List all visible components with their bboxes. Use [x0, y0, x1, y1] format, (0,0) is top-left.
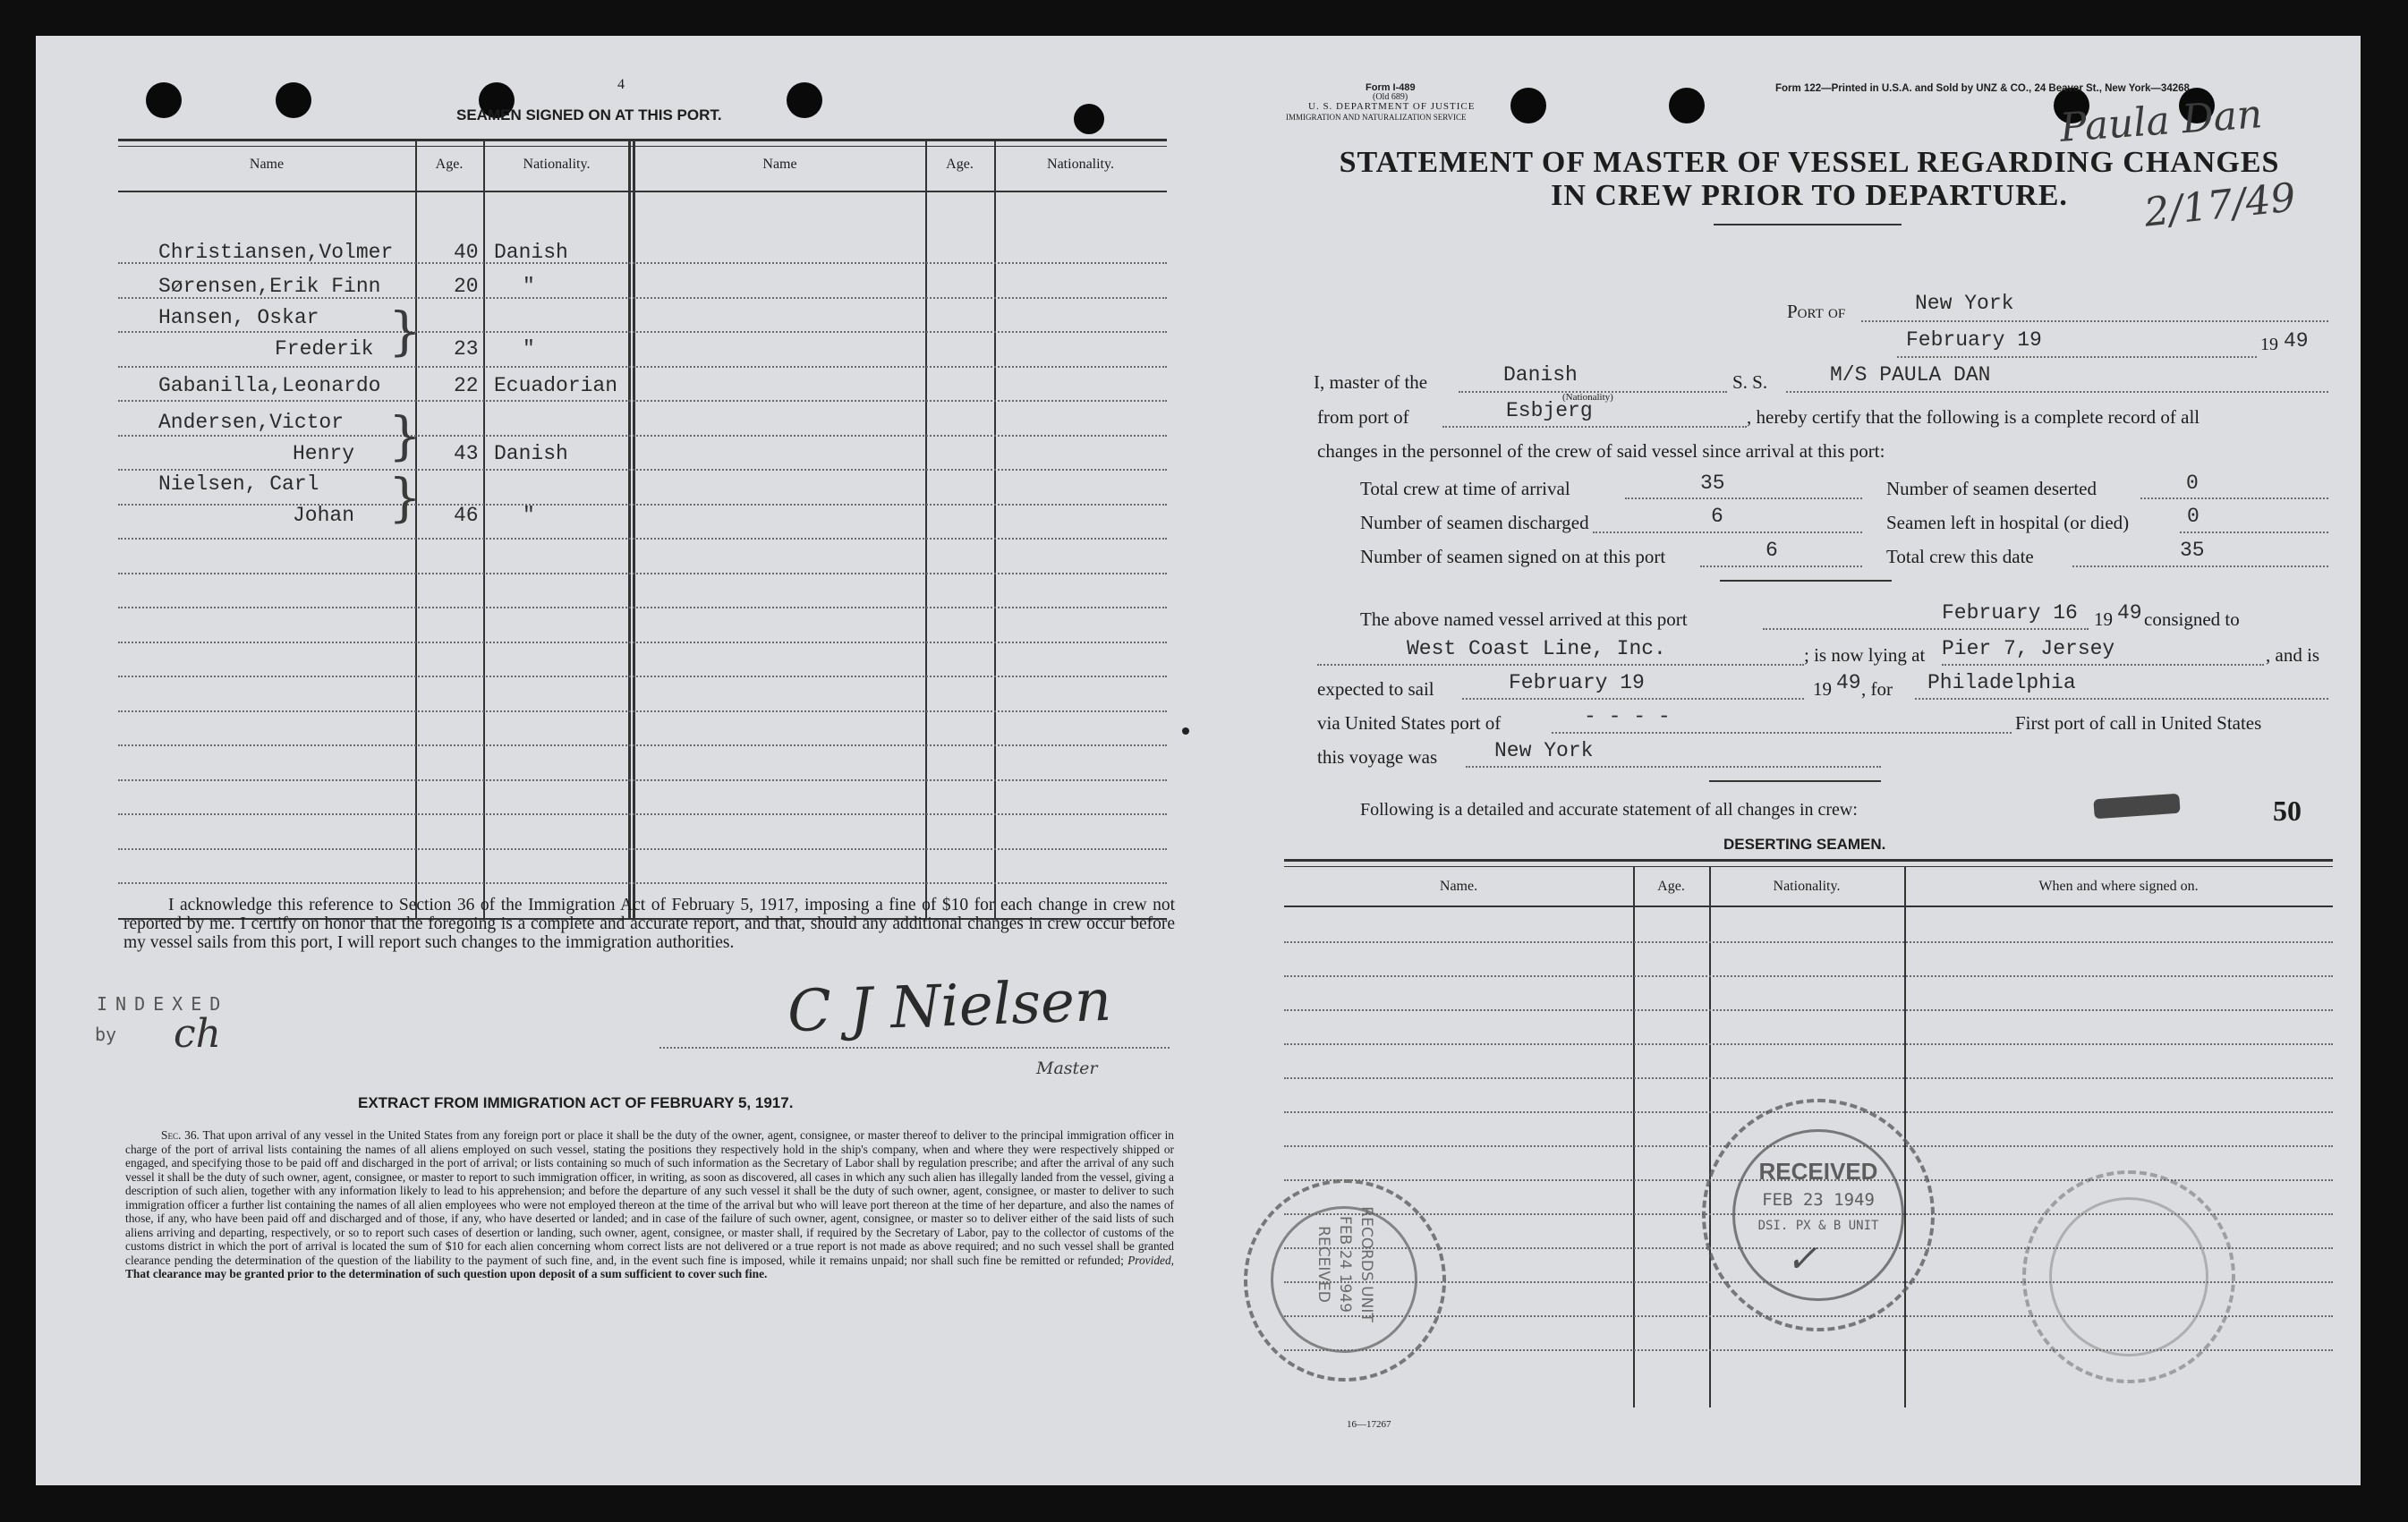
- sail-year-prefix: 19: [1813, 678, 1832, 700]
- sail-date: February 19: [1509, 671, 1645, 694]
- seaman-age: 43: [454, 442, 479, 465]
- arrived-label: The above named vessel arrived at this port: [1360, 608, 1688, 630]
- punch-hole: [787, 82, 822, 118]
- seaman-nationality: ": [523, 337, 535, 361]
- indexed-initials: ch: [174, 1011, 221, 1057]
- arrived-year-prefix: 19: [2094, 608, 2113, 630]
- year-value: 49: [2284, 329, 2309, 353]
- form-title-line-2: IN CREW PRIOR TO DEPARTURE.: [1551, 179, 2068, 212]
- punch-hole: [146, 82, 182, 118]
- indexed-label: INDEXED: [97, 993, 229, 1015]
- seaman-name: Gabanilla,Leonardo: [158, 374, 381, 397]
- total-crew-arrival-label: Total crew at time of arrival: [1360, 478, 1570, 499]
- deserting-col-name: Name.: [1439, 879, 1478, 894]
- vessel-name: M/S PAULA DAN: [1830, 363, 1991, 387]
- nationality-caption: (Nationality): [1562, 392, 1613, 403]
- and-is-label: , and is: [2266, 644, 2320, 666]
- struck-number: [2093, 794, 2180, 820]
- stamp-line: RECORDS UNIT: [1357, 1206, 1375, 1322]
- indexed-by-label: by: [95, 1024, 117, 1045]
- nationality-value: Danish: [1503, 363, 1578, 387]
- punch-hole: [1074, 104, 1104, 134]
- page-corner-number: 50: [2273, 795, 2302, 827]
- signed-on-table: [118, 139, 1167, 920]
- acknowledgement-text: I acknowledge this reference to Section 36 of the Immigration Act of February 5, 1917, imposing a fine of $10 for each change in crew not reported by me. I certify on honor that the foregoing is a complete and accurate report, and that, should any additional changes in crew occur before my vessel sails from this port, I will report such changes to the immigration authorities.: [123, 896, 1175, 952]
- extract-text: That upon arrival of any vessel in the United States from any foreign port or place it shall be the duty of the owner, agent, consignee, or master thereof to deliver to the principal immigration officer in charge of the port of arrival lists containing the names of all aliens employed on such vessel, stating the positions they respectively hold in the ship's company, when and where they were respectively shipped or engaged, and specifying those to be paid off and discharged in the port of arrival; or lists containing so much of such information as the Secretary of Labor shall by regulation prescribe; and after the arrival of any such vessel it shall be the duty of such owner, agent, consignee, or master to report to such immigration officer, in writing, as soon as discovered, all cases in which any such alien has illegally landed from the vessel, giving a description of such alien, together with any information likely to lead to his apprehension; and before the departure of any such vessel it shall be the duty of such owner, agent, consignee, or master to deliver to such immigration officer a further list containing the names of all alien employees who were not employed thereon at the time of the arrival but who will leave port thereon at the time of her departure, and also the names of those, if any, who have been paid off and discharged and of those, if any, who have deserted or landed; and in case of the failure of such owner, agent, consignee, or master so to deliver either of the said lists of such aliens arriving and departing, respectively, or so to report such cases of desertion or landing, such owner, agent, consignee, or master shall, if required by the Secretary of Labor, pay to the collector of customs of the customs district in which the port of arrival is located the sum of $10 for each alien concerning whom correct lists are not delivered or a true report is not made as above required; and no such vessel shall be granted clearance pending the determination of the question of the liability to the payment of such fine, and, in the event such fine is imposed, while it remains unpaid; nor shall such fine be remitted or refunded;: [125, 1128, 1174, 1267]
- punch-hole: [1510, 88, 1546, 123]
- voyage-label: this voyage was: [1317, 746, 1438, 768]
- master-of-label: I, master of the: [1314, 371, 1428, 393]
- seaman-age: 40: [454, 241, 479, 264]
- col-age-header: Age.: [435, 157, 464, 172]
- handwritten-vessel: Paula Dan: [2058, 91, 2264, 151]
- master-signature: C J Nielsen: [786, 967, 1113, 1046]
- seaman-nationality: ": [523, 504, 535, 527]
- extract-title: EXTRACT FROM IMMIGRATION ACT OF FEBRUARY 5, 1917.: [358, 1094, 794, 1111]
- signed-on-label: Number of seamen signed on at this port: [1360, 546, 1666, 567]
- brace: }: [388, 467, 421, 528]
- seaman-nationality: ": [523, 275, 535, 298]
- punch-hole: [1669, 88, 1705, 123]
- extract-provided: Provided,: [1127, 1253, 1174, 1267]
- first-port-label: First port of call in United States: [2015, 712, 2262, 734]
- seaman-name: Nielsen, Carl: [158, 472, 319, 496]
- for-label: , for: [1861, 678, 1893, 700]
- seaman-name: Frederik: [275, 337, 374, 361]
- received-stamp-title: RECEIVED: [1758, 1158, 1878, 1185]
- deserted-value: 0: [2186, 472, 2199, 495]
- consigned-label: consigned to: [2144, 608, 2240, 630]
- department-label: U. S. DEPARTMENT OF JUSTICE: [1308, 101, 1476, 112]
- deserting-col-signed-on: When and where signed on.: [2038, 879, 2199, 894]
- extract-section: Sec. 36.: [161, 1128, 200, 1142]
- seaman-name: Hansen, Oskar: [158, 306, 319, 329]
- seaman-name: Andersen,Victor: [158, 411, 345, 434]
- seamen-signed-heading: SEAMEN SIGNED ON AT THIS PORT.: [456, 106, 722, 123]
- consignee-value: West Coast Line, Inc.: [1407, 637, 1666, 660]
- hospital-value: 0: [2187, 505, 2200, 528]
- total-crew-arrival-value: 35: [1700, 472, 1725, 495]
- total-crew-date-value: 35: [2180, 539, 2205, 562]
- voyage-value: New York: [1494, 739, 1594, 762]
- col-nationality-header: Nationality.: [523, 157, 591, 172]
- port-of-value: New York: [1915, 292, 2014, 315]
- changes-text: changes in the personnel of the crew of said vessel since arrival at this port:: [1317, 440, 1885, 462]
- received-stamp-date: FEB 23 1949: [1762, 1190, 1875, 1210]
- form-old-number: (Old 689): [1373, 92, 1408, 102]
- destination-value: Philadelphia: [1927, 671, 2076, 694]
- document-sheet: [36, 36, 2361, 1485]
- brace: }: [388, 301, 421, 361]
- extract-body: [125, 1128, 1174, 1281]
- brace: }: [388, 405, 421, 466]
- discharged-value: 6: [1711, 505, 1723, 528]
- deserting-col-age: Age.: [1657, 879, 1685, 894]
- received-stamp-initials: ✓: [1786, 1237, 1818, 1280]
- seaman-age: 22: [454, 374, 479, 397]
- footer-code: 16—17267: [1347, 1419, 1391, 1430]
- extract-tail: That clearance may be granted prior to the determination of such question upon deposit of a sum sufficient to cover such fine.: [125, 1267, 768, 1280]
- seaman-name: Sørensen,Erik Finn: [158, 275, 381, 298]
- lying-at-value: Pier 7, Jersey: [1942, 637, 2115, 660]
- via-port-value: - - - -: [1584, 705, 1671, 728]
- arrived-year: 49: [2117, 601, 2142, 625]
- signed-on-value: 6: [1766, 539, 1778, 562]
- following-text: Following is a detailed and accurate statement of all changes in crew:: [1360, 800, 1858, 820]
- seaman-age: 23: [454, 337, 479, 361]
- form-number: Form I-489: [1366, 82, 1416, 93]
- date-value: February 19: [1906, 328, 2042, 352]
- seaman-age: 46: [454, 504, 479, 527]
- from-port-label: from port of: [1317, 406, 1409, 428]
- indexed-stamp: [57, 986, 288, 1065]
- expected-label: expected to sail: [1317, 678, 1434, 700]
- port-of-label: Port of: [1787, 301, 1846, 322]
- deserted-label: Number of seamen deserted: [1886, 478, 2097, 499]
- arrived-date: February 16: [1942, 601, 2078, 625]
- sail-year: 49: [1836, 671, 1861, 694]
- col-age-header-2: Age.: [946, 157, 974, 172]
- from-port-value: Esbjerg: [1506, 399, 1593, 422]
- seaman-nationality: Danish: [494, 442, 568, 465]
- faint-stamp: [2022, 1170, 2235, 1383]
- service-label: IMMIGRATION AND NATURALIZATION SERVICE: [1286, 113, 1467, 122]
- form-title-line-1: STATEMENT OF MASTER OF VESSEL REGARDING CHANGES: [1339, 146, 2280, 179]
- fold-mark: [1182, 727, 1189, 735]
- hospital-label: Seamen left in hospital (or died): [1886, 512, 2130, 533]
- stamp-line: RECEIVED: [1315, 1226, 1332, 1303]
- lying-label: ; is now lying at: [1804, 644, 1926, 666]
- printer-line: Form 122—Printed in U.S.A. and Sold by UNZ & CO., 24 Beaver St., New York—34268: [1775, 83, 2190, 94]
- seaman-name: Henry: [293, 442, 355, 465]
- stamp-line: FEB 24 1949: [1336, 1216, 1354, 1313]
- ss-label: S. S.: [1732, 371, 1768, 393]
- punch-hole: [276, 82, 311, 118]
- page-number: 4: [617, 77, 625, 92]
- via-label: via United States port of: [1317, 712, 1502, 734]
- certify-text: , hereby certify that the following is a complete record of all: [1747, 406, 2200, 428]
- seaman-name: Johan: [293, 504, 355, 527]
- deserting-heading: DESERTING SEAMEN.: [1723, 836, 1886, 853]
- col-name-header: Name: [249, 157, 285, 172]
- handwritten-date: 2/17/49: [2141, 174, 2298, 236]
- year-prefix: 19: [2260, 335, 2278, 354]
- seaman-nationality: Danish: [494, 241, 568, 264]
- seaman-age: 20: [454, 275, 479, 298]
- seaman-nationality: Ecuadorian: [494, 374, 618, 397]
- seaman-name: Christiansen,Volmer: [158, 241, 394, 264]
- master-label: Master: [1036, 1059, 1098, 1078]
- total-crew-date-label: Total crew this date: [1886, 546, 2034, 567]
- deserting-col-nationality: Nationality.: [1773, 879, 1841, 894]
- received-stamp: [1702, 1099, 1935, 1331]
- col-name-header-2: Name: [762, 157, 797, 172]
- col-nationality-header-2: Nationality.: [1047, 157, 1114, 172]
- received-stamp-unit: DSI. PX & B UNIT: [1757, 1219, 1879, 1233]
- discharged-label: Number of seamen discharged: [1360, 512, 1589, 533]
